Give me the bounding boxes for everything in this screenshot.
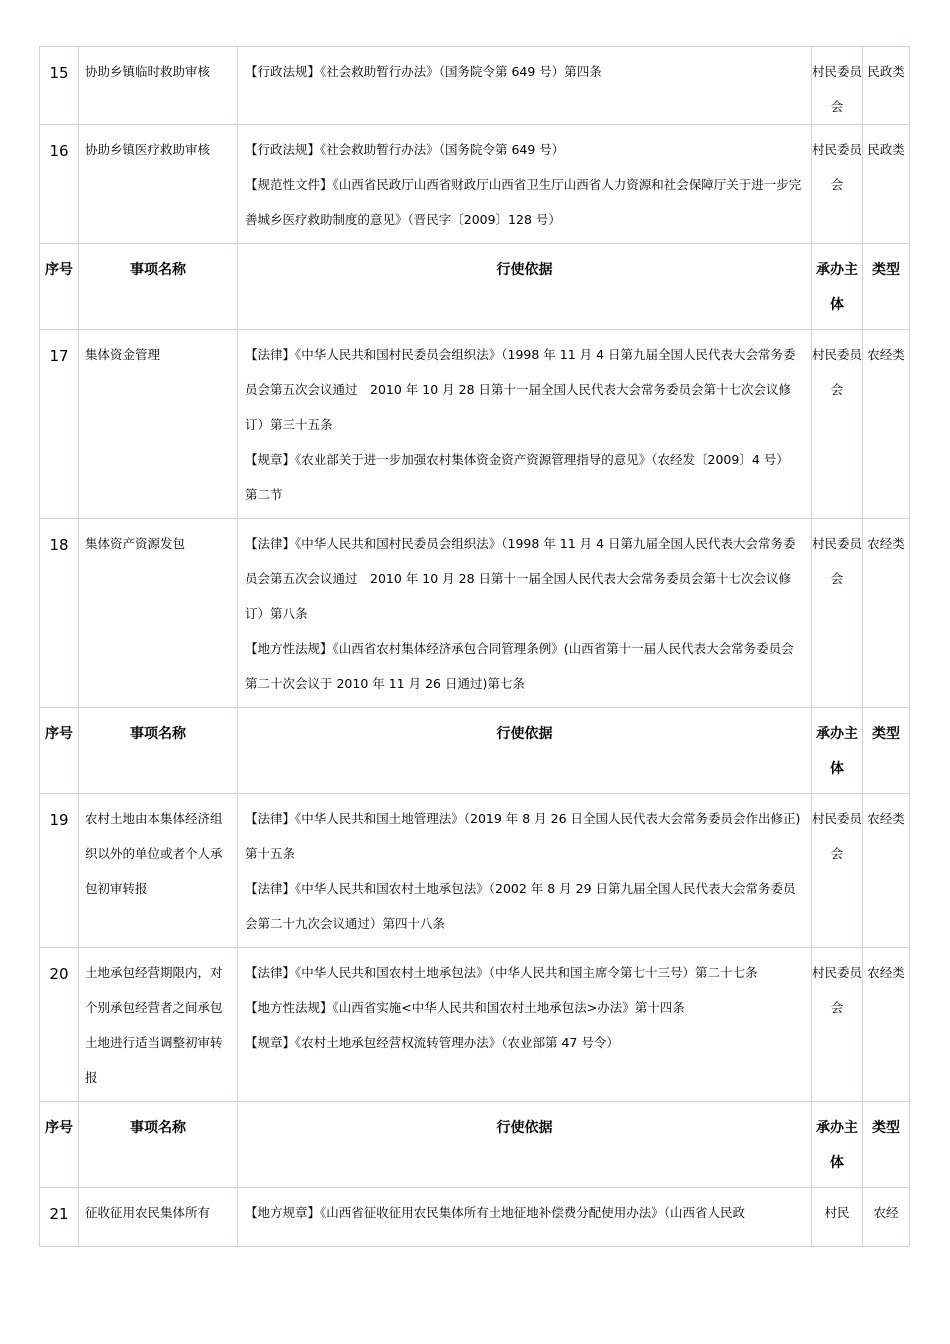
table-row <box>40 794 910 948</box>
table-row <box>40 519 910 708</box>
column-header-row <box>40 1102 910 1188</box>
legal-basis <box>238 330 812 519</box>
row-number: 20 <box>40 948 79 1102</box>
header-org-cell: 承办主体 <box>812 1102 863 1188</box>
legal-basis <box>238 519 812 708</box>
table-row <box>40 47 910 125</box>
item-name: 协助乡镇医疗救助审核 <box>79 125 238 244</box>
column-header-row <box>40 244 910 330</box>
table-row <box>40 1188 910 1247</box>
handling-body: 村民委员会 <box>812 948 863 1102</box>
basis-line: 【法律】《中华人民共和国村民委员会组织法》（1998 年 11 月 4 日第九届全国人民代表大会常务委员会第五次会议通过 2010 年 10 月 28 日第十一届全国人民代表大会常务委员会第十七次会议修订）第八条 <box>245 536 796 621</box>
item-name: 农村土地由本集体经济组织以外的单位或者个人承包初审转报 <box>79 794 238 948</box>
header-org-cell: 承办主体 <box>812 244 863 330</box>
row-number: 18 <box>40 519 79 708</box>
basis-line: 【行政法规】《社会救助暂行办法》（国务院令第 649 号）第四条 <box>245 64 602 79</box>
basis-line: 【行政法规】《社会救助暂行办法》（国务院令第 649 号） <box>245 142 565 157</box>
table-row <box>40 948 910 1102</box>
legal-basis <box>238 794 812 948</box>
item-type: 民政类 <box>863 125 910 244</box>
item-name: 协助乡镇临时救助审核 <box>79 47 238 125</box>
item-name: 土地承包经营期限内，对个别承包经营者之间承包土地进行适当调整初审转报 <box>79 948 238 1102</box>
item-name: 征收征用农民集体所有 <box>79 1188 238 1247</box>
table-row <box>40 330 910 519</box>
header-seq-cell: 序号 <box>40 708 79 794</box>
item-type: 民政类 <box>863 47 910 125</box>
basis-line: 【地方规章】《山西省征收征用农民集体所有土地征地补偿费分配使用办法》（山西省人民政 <box>245 1205 746 1220</box>
basis-line: 【法律】《中华人民共和国农村土地承包法》（中华人民共和国主席令第七十三号）第二十七条 <box>245 965 758 980</box>
basis-line: 【法律】《中华人民共和国村民委员会组织法》（1998 年 11 月 4 日第九届全国人民代表大会常务委员会第五次会议通过 2010 年 10 月 28 日第十一届全国人民代表大会常务委员会第十七次会议修订）第三十五条 <box>245 347 796 432</box>
basis-line: 【地方性法规】《山西省农村集体经济承包合同管理条例》(山西省第十一届人民代表大会常务委员会第二十次会议于 2010 年 11 月 26 日通过)第七条 <box>245 641 794 691</box>
legal-basis <box>238 47 812 125</box>
basis-line: 【法律】《中华人民共和国农村土地承包法》（2002 年 8 月 29 日第九届全国人民代表大会常务委员会第二十九次会议通过）第四十八条 <box>245 881 796 931</box>
legal-basis <box>238 125 812 244</box>
header-type-cell: 类型 <box>863 244 910 330</box>
handling-body: 村民委员会 <box>812 519 863 708</box>
item-name: 集体资金管理 <box>79 330 238 519</box>
matters-table-body <box>40 47 910 1247</box>
row-number: 17 <box>40 330 79 519</box>
handling-body: 村民委员会 <box>812 794 863 948</box>
basis-line: 【规章】《农村土地承包经营权流转管理办法》（农业部第 47 号令） <box>245 1035 619 1050</box>
table-row <box>40 125 910 244</box>
header-basis-cell: 行使依据 <box>238 1102 812 1188</box>
header-basis-cell: 行使依据 <box>238 708 812 794</box>
basis-line: 【法律】《中华人民共和国土地管理法》（2019 年 8 月 26 日全国人民代表大会常务委员会作出修正) 第十五条 <box>245 811 801 861</box>
item-type: 农经类 <box>863 519 910 708</box>
header-name-cell: 事项名称 <box>79 244 238 330</box>
basis-line: 【地方性法规】《山西省实施<中华人民共和国农村土地承包法>办法》第十四条 <box>245 1000 685 1015</box>
item-type: 农经 <box>863 1188 910 1247</box>
row-number: 19 <box>40 794 79 948</box>
handling-body: 村民委员会 <box>812 330 863 519</box>
header-seq-cell: 序号 <box>40 244 79 330</box>
legal-basis <box>238 1188 812 1247</box>
header-seq-cell: 序号 <box>40 1102 79 1188</box>
header-type-cell: 类型 <box>863 708 910 794</box>
header-name-cell: 事项名称 <box>79 708 238 794</box>
item-type: 农经类 <box>863 330 910 519</box>
header-name-cell: 事项名称 <box>79 1102 238 1188</box>
basis-line: 【规章】《农业部关于进一步加强农村集体资金资产资源管理指导的意见》（农经发〔2009〕4 号） 第二节 <box>245 452 789 502</box>
matters-table <box>39 46 910 1247</box>
header-type-cell: 类型 <box>863 1102 910 1188</box>
handling-body: 村民委员会 <box>812 125 863 244</box>
item-type: 农经类 <box>863 948 910 1102</box>
header-basis-cell: 行使依据 <box>238 244 812 330</box>
legal-basis <box>238 948 812 1102</box>
row-number: 16 <box>40 125 79 244</box>
basis-line: 【规范性文件】《山西省民政厅山西省财政厅山西省卫生厅山西省人力资源和社会保障厅关于进一步完善城乡医疗救助制度的意见》（晋民字〔2009〕128 号） <box>245 177 802 227</box>
handling-body: 村民委员会 <box>812 47 863 125</box>
item-type: 农经类 <box>863 794 910 948</box>
item-name: 集体资产资源发包 <box>79 519 238 708</box>
handling-body: 村民 <box>812 1188 863 1247</box>
row-number: 15 <box>40 47 79 125</box>
row-number: 21 <box>40 1188 79 1247</box>
column-header-row <box>40 708 910 794</box>
header-org-cell: 承办主体 <box>812 708 863 794</box>
